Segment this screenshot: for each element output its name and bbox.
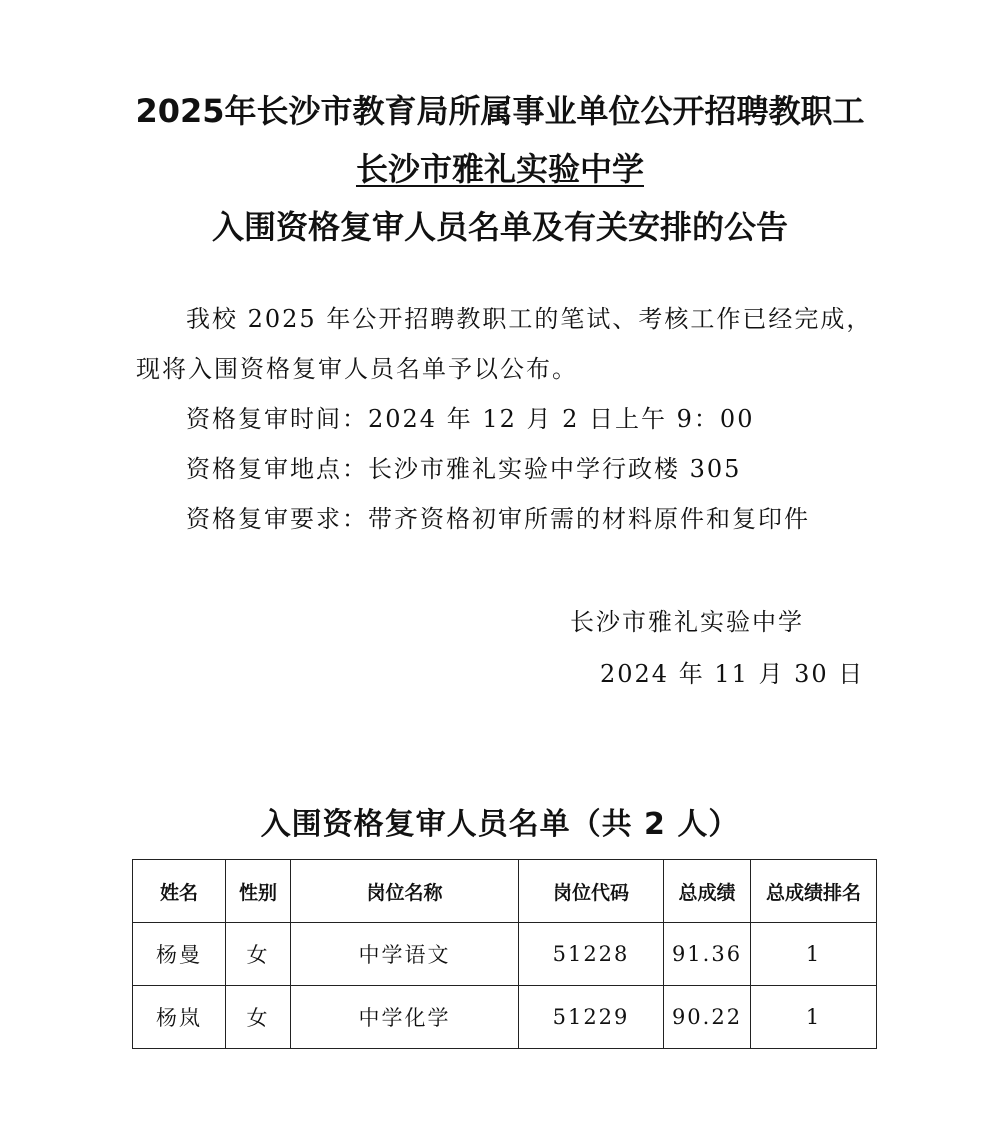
- school-name-title: 长沙市雅礼实验中学: [355, 150, 644, 188]
- cell-gender: 女: [226, 923, 291, 986]
- title-line-2: [0, 140, 1000, 198]
- roster-table: [132, 859, 877, 1049]
- intro-paragraph: [136, 294, 876, 394]
- header-gender: 性别: [226, 860, 291, 923]
- cell-position-name: 中学语文: [291, 923, 519, 986]
- review-place: 资格复审地点：长沙市雅礼实验中学行政楼 305: [186, 455, 742, 483]
- review-info: [136, 394, 876, 544]
- cell-position-code: 51228: [519, 923, 664, 986]
- cell-position-name: 中学化学: [291, 986, 519, 1049]
- table-header-row: [133, 860, 877, 923]
- review-requirements: 资格复审要求：带齐资格初审所需的材料原件和复印件: [186, 505, 810, 533]
- title-line-3: 入围资格复审人员名单及有关安排的公告: [211, 208, 788, 246]
- review-time: 资格复审时间：2024 年 12 月 2 日上午 9：00: [186, 405, 755, 433]
- cell-score-rank: 1: [751, 923, 877, 986]
- cell-total-score: 91.36: [664, 923, 751, 986]
- table-row: [133, 923, 877, 986]
- cell-name: 杨岚: [133, 986, 226, 1049]
- cell-score-rank: 1: [751, 986, 877, 1049]
- header-score-rank: 总成绩排名: [751, 860, 877, 923]
- title-line-1: 2025年长沙市教育局所属事业单位公开招聘教职工: [135, 92, 865, 130]
- signature-date: 2024 年 11 月 30 日: [600, 660, 865, 688]
- header-name: 姓名: [133, 860, 226, 923]
- notice-title: [0, 82, 1000, 256]
- cell-total-score: 90.22: [664, 986, 751, 1049]
- table-row: [133, 986, 877, 1049]
- cell-gender: 女: [226, 986, 291, 1049]
- header-total-score: 总成绩: [664, 860, 751, 923]
- roster-title: 入围资格复审人员名单（共 2 人）: [260, 807, 740, 842]
- intro-line-2: 现将入围资格复审人员名单予以公布。: [136, 355, 578, 383]
- header-position-code: 岗位代码: [519, 860, 664, 923]
- intro-line-1: 我校 2025 年公开招聘教职工的笔试、考核工作已经完成，: [186, 305, 873, 333]
- cell-position-code: 51229: [519, 986, 664, 1049]
- signature-org: 长沙市雅礼实验中学: [570, 608, 804, 636]
- header-position-name: 岗位名称: [291, 860, 519, 923]
- cell-name: 杨曼: [133, 923, 226, 986]
